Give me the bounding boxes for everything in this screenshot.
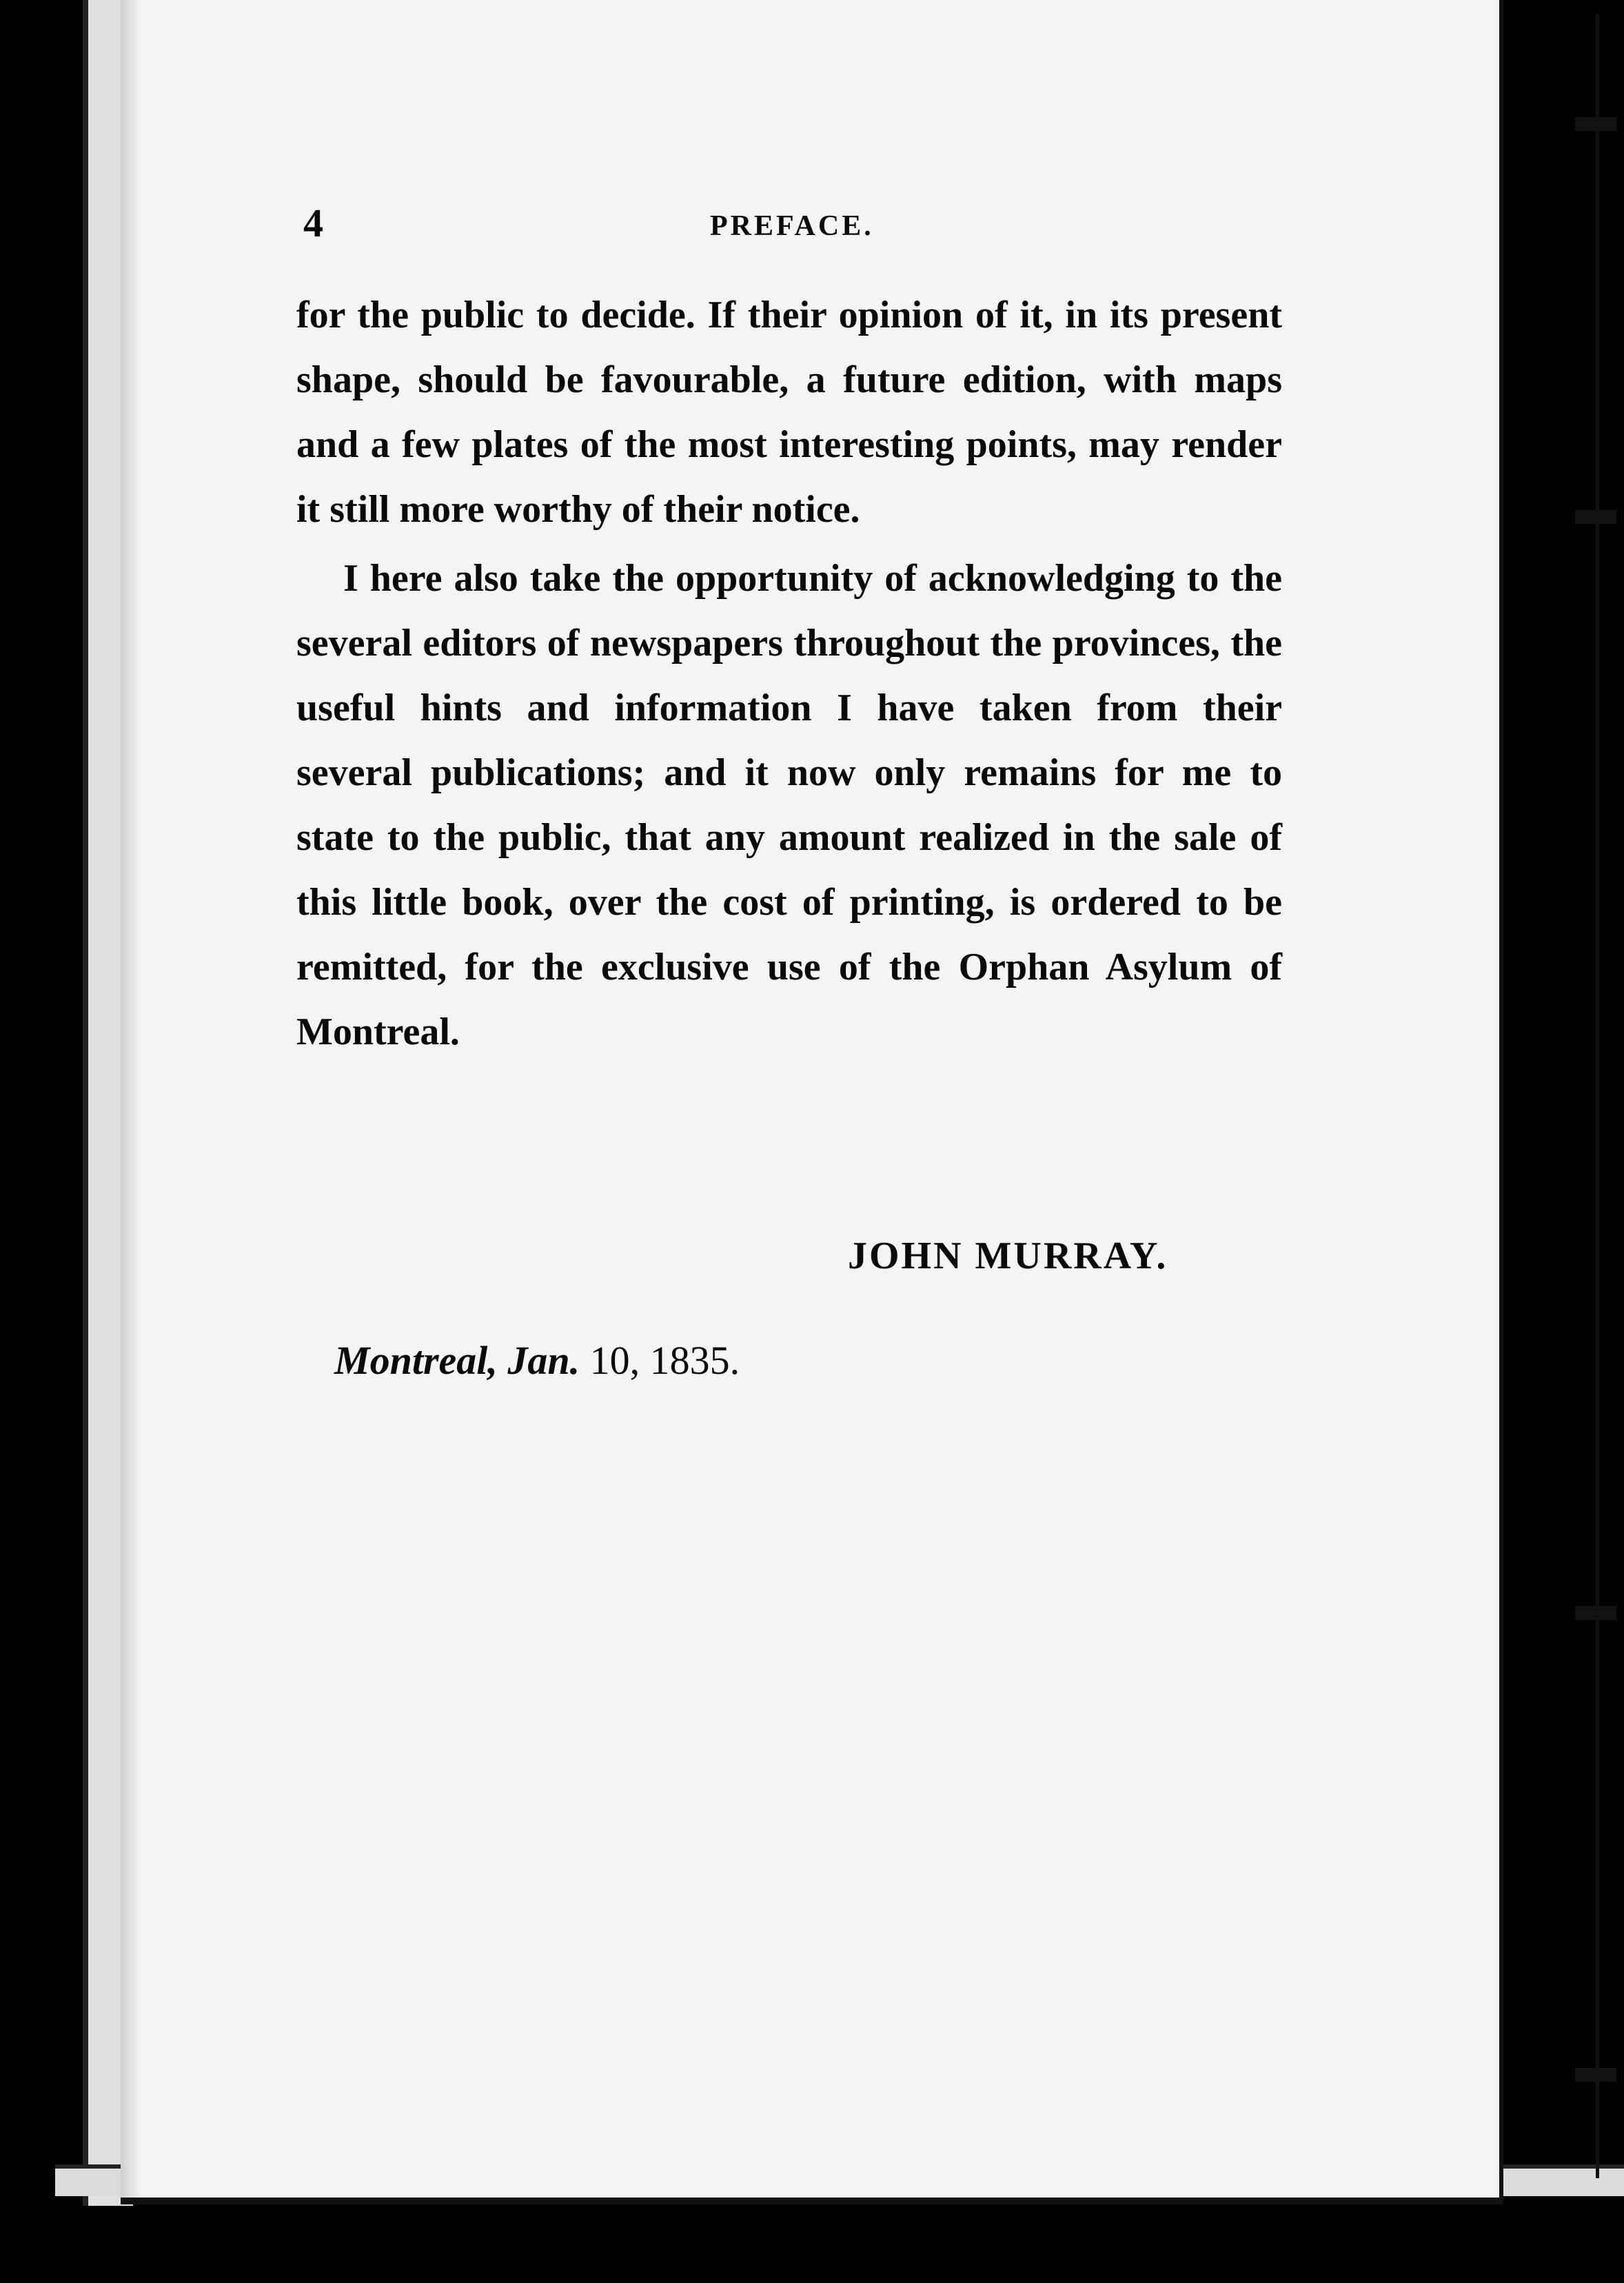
- author-signature: JOHN MURRAY.: [848, 1235, 1168, 1277]
- binding-mark: [1575, 1606, 1616, 1620]
- paragraph-acknowledgement: I here also take the opportunity of acknowledging to the several editors of newspapers throughout the provinces, the useful hints and information I have taken from their several publications; and it now only remains for me to state to the public, that any amount realized in the sale of this little book, over the cost of printing, is ordered to be remitted, for the exclusive use of the Orphan Asylum of Montreal.: [296, 557, 1282, 1053]
- running-head: PREFACE.: [710, 210, 874, 242]
- binding-mark: [1575, 117, 1616, 131]
- page-gutter-shadow: [121, 0, 141, 2198]
- dateline: [334, 1337, 740, 1383]
- dateline-month: Jan.: [507, 1338, 580, 1383]
- binding-rule: [1596, 14, 1599, 2178]
- binding-mark: [1575, 2068, 1616, 2082]
- dateline-place: Montreal,: [334, 1338, 498, 1383]
- binding-mark: [1575, 510, 1616, 524]
- page-number: 4: [303, 201, 323, 245]
- paragraph-continuation: for the public to decide. If their opinion of it, in its present shape, should be favourable, a future edition, with maps and a few plates of the most interesting points, may render it still more worthy of their notice.: [296, 294, 1282, 531]
- preface-body: [296, 283, 1282, 1064]
- dateline-day-year: 10, 1835.: [589, 1338, 740, 1383]
- page-header: [303, 200, 1282, 255]
